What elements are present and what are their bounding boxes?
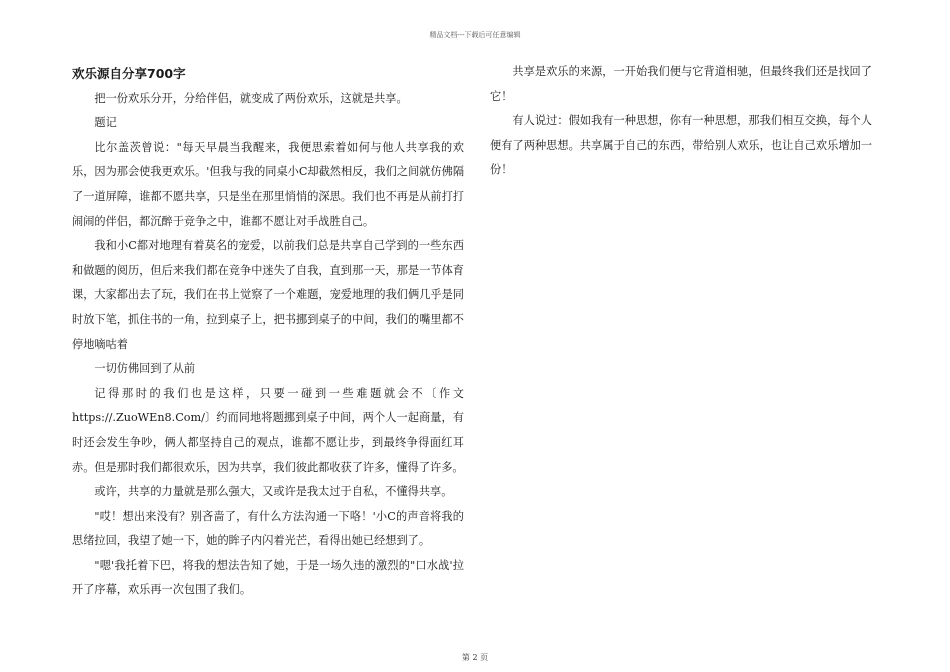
paragraph-quote: 比尔盖茨曾说："每天早晨当我醒来，我便思索着如何与他人共享我的欢乐，因为那会使我更欢乐。'但我与我的同桌小C却截然相反，我们之间就仿佛隔了一道屏障，谁都不愿共享，只是坐在那里悄悄的深思。我们也不再是从前打打闹闹的伴侣，都沉醉于竞争之中，谁都不愿让对手战胜自己。 xyxy=(72,140,465,228)
paragraph-back-to-past: 一切仿佛回到了从前 xyxy=(94,362,196,376)
paragraph-debate: "嗯'我托着下巴，将我的想法告知了她，于是一场久违的激烈的"口水战'拉开了序幕，欢乐再一次包围了我们。 xyxy=(72,558,464,597)
paragraph-power-of-sharing: 或许，共享的力量就是那么强大，又或许是我太过于自私，不懂得共享。 xyxy=(94,485,453,499)
article-title: 欢乐源自分享700字 xyxy=(72,66,186,81)
paragraph-geography: 我和小C都对地理有着莫名的宠爱，以前我们总是共享自己学到的一些东西和做题的阅历，但后来我们都在竞争中迷失了自我，直到那一天，那是一节体育课，大家都出去了玩，我们在书上觉察了一个难题，宠爱地理的我们俩几乎是同时放下笔，抓住书的一角，拉到桌子上，把书挪到桌子的中间，我们的嘴里都不停地嘀咕着 xyxy=(72,239,464,351)
paragraph-conclusion: 有人说过：假如我有一种思想，你有一种思想，那我们相互交换，每个人便有了两种思想。共享属于自己的东西，带给别人欢乐，也让自己欢乐增加一份！ xyxy=(490,114,872,177)
left-column xyxy=(72,60,464,603)
paragraph-dialogue: "哎！想出来没有？别吝啬了，有什么方法沟通一下咯！'小C的声音将我的思绪拉回，我望了她一下，她的眸子内闪着光芒，看得出她已经想到了。 xyxy=(72,509,464,548)
paragraph-memory: 记得那时的我们也是这样，只要一碰到一些难题就会不〔作文https://.ZuoWEn8.Com/〕约而同地将题挪到桌子中间，两个人一起商量，有时还会发生争吵，俩人都坚持自己的观点，谁都不愿让步，到最终争得面红耳赤。但是那时我们都很欢乐，因为共享，我们彼此都收获了许多，懂得了许多。 xyxy=(72,386,464,474)
page-header: 精品文档---下载后可任意编辑 xyxy=(429,31,521,39)
page-number: 第 2 页 xyxy=(461,653,489,662)
right-column xyxy=(490,60,872,183)
paragraph-epigraph-label: 题记 xyxy=(94,116,117,130)
paragraph-intro: 把一份欢乐分开，分给伴侣，就变成了两份欢乐，这就是共享。 xyxy=(94,91,408,105)
paragraph-source-of-joy: 共享是欢乐的来源，一开始我们便与它背道相驰，但最终我们还是找回了它！ xyxy=(490,65,872,103)
